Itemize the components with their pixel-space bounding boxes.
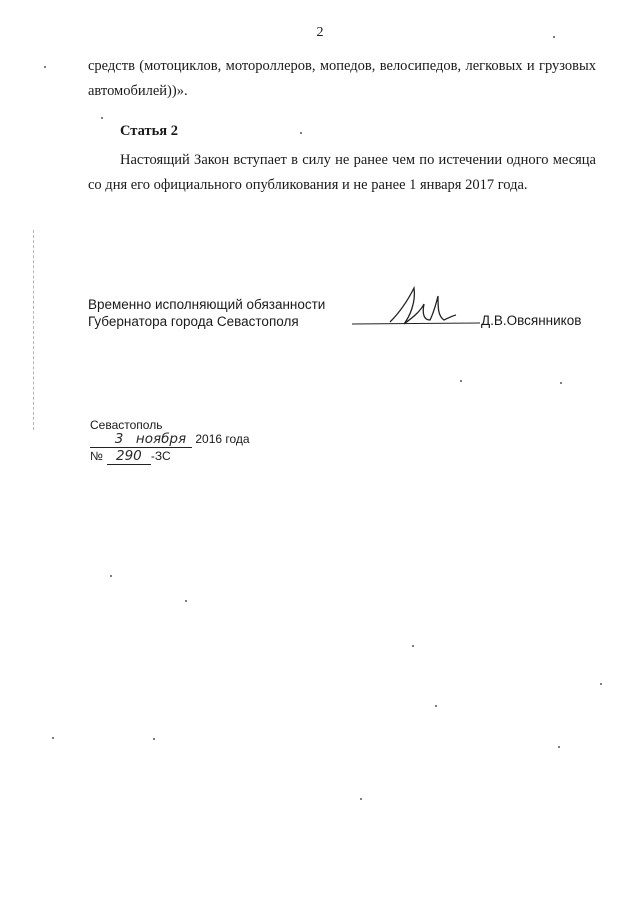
position-line-1: Временно исполняющий обязанности [88,297,326,312]
scan-speck [153,738,155,740]
page-number: 2 [316,25,324,40]
signature-position [88,296,325,330]
issue-date [90,431,250,448]
article-title: Статья 2 [120,123,178,139]
signer-name: Д.В.Овсянников [481,313,582,328]
scan-speck [435,705,437,707]
paragraph-continuation: средств (мотоциклов, мотороллеров, мопедов, велосипедов, легковых и грузовых автомобилей))». [88,58,596,99]
number-suffix: -ЗС [150,449,171,463]
article-text: Настоящий Закон вступает в силу не ранее чем по истечении одного месяца со дня его официального опубликования и не ранее 1 января 2017 года. [88,152,596,193]
number-value: 290 [107,448,151,465]
scan-speck [460,380,462,382]
issue-city: Севастополь [90,418,163,432]
scan-speck [600,683,602,685]
date-year: 2016 года [195,432,250,446]
scan-speck [185,600,187,602]
scan-speck [300,132,302,134]
issue-number [90,448,171,465]
scan-speck [110,575,112,577]
scan-speck [558,746,560,748]
handwritten-signature [350,282,490,332]
scan-speck [44,66,46,68]
scan-edge-line [33,230,34,430]
scan-speck [52,737,54,739]
scan-speck [412,645,414,647]
date-month: ноября [130,431,192,448]
number-prefix: № [90,449,103,463]
scan-speck [101,117,103,119]
date-day: 3 [90,431,130,448]
position-line-2: Губернатора города Севастополя [88,314,299,329]
scan-speck [360,798,362,800]
scan-speck [560,382,562,384]
scan-speck [553,36,555,38]
